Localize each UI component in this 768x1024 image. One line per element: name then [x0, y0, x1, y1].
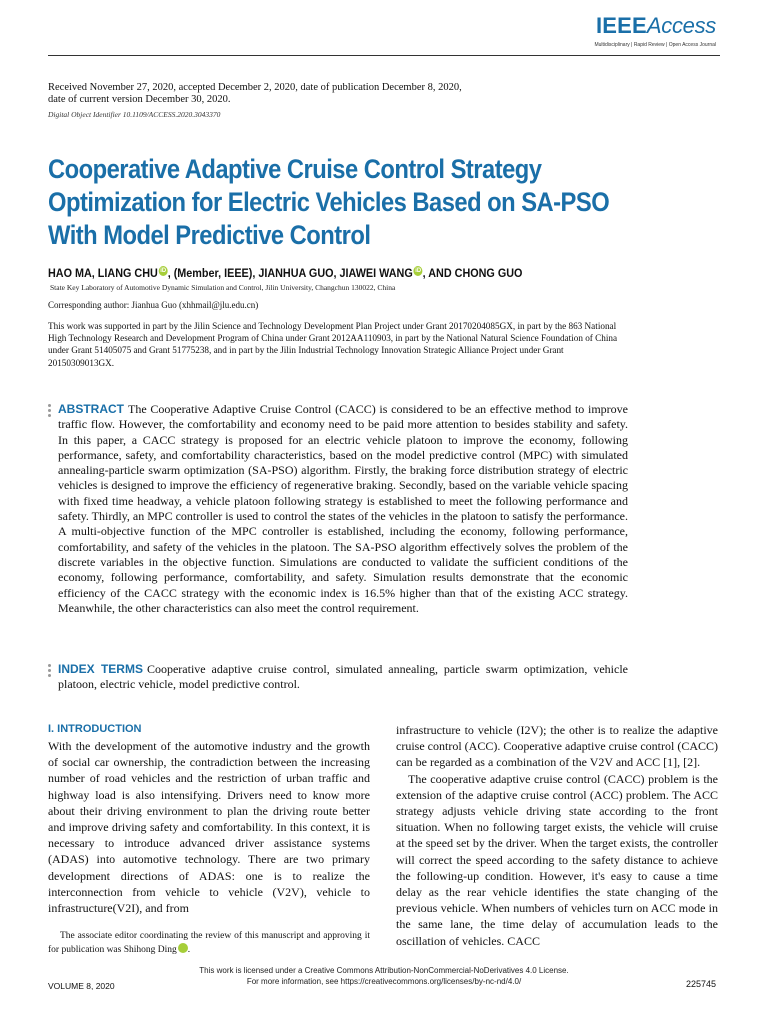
received-dates [48, 82, 568, 106]
volume-label: VOLUME 8, 2020 [48, 981, 115, 991]
author-list [48, 266, 522, 280]
abstract-text: The Cooperative Adaptive Cruise Control (CACC) is considered to be an effective method to improve traffic flow. However, the comfortability and economy need to be paid more attention to besides stability and safety. In this paper, a CACC strategy is proposed for an electric vehicle platoon to improve the economy, following performance, safety, and comfortability characteristics, based on the model predictive control (MPC) with simulated annealing-particle swarm optimization (SA-PSO) algorithm. Firstly, the braking force distribution strategy of electric vehicles is designed to improve the efficiency of regenerative braking. Secondly, based on the variable vehicle spacing with fixed time headway, a vehicle platoon following strategy is established to meet the following performance and safety. Thirdly, an MPC controller is used to control the states of the vehicles in the platoon to satisfy the performance. A multi-objective function of the MPC controller is established, including the economy, following performance, comfortability, and safety of the vehicles in the platoon. The SA-PSO algorithm effectively solves the problem of the discrete variables in the objective function. Simulations are conducted to validate the sufficient conditions of the economy, following performance, comfortability, and safety. Simulation results demonstrate that the economic efficiency of the CACC strategy with the economic index is 16.5% higher than that of the existing ACC strategy. Meanwhile, the other characteristics can also meet the control requirement. [58, 402, 628, 615]
page-number: 225745 [685, 979, 716, 989]
abstract [58, 402, 628, 616]
brand-bold: IEEE [595, 13, 647, 38]
index-terms-label: INDEX TERMS [58, 662, 143, 676]
column-left [48, 722, 370, 916]
journal-brand [594, 14, 716, 38]
corresponding-author: Corresponding author: Jianhua Guo (xhhmail@jlu.edu.cn) [48, 300, 259, 310]
dots-marker-icon [48, 404, 51, 419]
intro-paragraph-2: The cooperative adaptive cruise control (CACC) problem is the extension of the adaptive cruise control (ACC) problem. The ACC strategy adjusts vehicle driving state according to the front situation. When no following target exists, the vehicle will cruise at the speed set by the driver. When the target exists, the controller will correct the speed according to the safety distance to achieve the following-up condition. However, it's easy to cause a time delay as the rear vehicle identifies the state changing of the previous vehicle. When numbers of vehicles turn on ACC mode in the same lane, the time delay of accumulation leads to the oscillation of vehicles. CACC [396, 771, 718, 948]
header-rule [48, 55, 720, 56]
section-heading: I. INTRODUCTION [48, 723, 142, 735]
column-right [396, 722, 718, 949]
authors-part-1: HAO MA, LIANG CHU [48, 266, 158, 280]
index-terms [58, 662, 628, 693]
license-line-1: This work is licensed under a Creative Commons Attribution-NonCommercial-NoDerivatives 4.0 License. [199, 966, 569, 975]
funding-statement: This work was supported in part by the Jilin Science and Technology Development Plan Project under Grant 20170204085GX, in part by the 863 National High Technology Research and Development Program of China under Grant 2012AA110903, in part by the National Natural Science Foundation of China under Grant 51405075 and Grant 51775238, and in part by the Jilin Industrial Technology Innovation Strategic Alliance Project under Grant 20150309013GX. [48, 321, 618, 368]
received-line-1: Received November 27, 2020, accepted December 2, 2020, date of publication December 8, 2020, [48, 82, 462, 93]
index-terms-text: Cooperative adaptive cruise control, simulated annealing, particle swarm optimization, vehicle platoon, electric vehicle, model predictive control. [58, 662, 629, 692]
received-line-2: date of current version December 30, 2020. [48, 94, 231, 105]
license-link[interactable]: For more information, see https://creativecommons.org/licenses/by-nc-nd/4.0/ [246, 977, 522, 986]
abstract-label: ABSTRACT [58, 402, 124, 416]
orcid-icon[interactable]: iD [178, 943, 188, 953]
authors-part-3: , AND CHONG GUO [422, 266, 523, 280]
journal-tagline: Multidisciplinary | Rapid Review | Open Access Journal [594, 42, 716, 48]
doi[interactable]: Digital Object Identifier 10.1109/ACCESS.2020.3043370 [48, 110, 221, 119]
dots-marker-icon [48, 664, 51, 679]
license-notice [0, 965, 768, 987]
orcid-icon[interactable]: iD [160, 267, 167, 274]
authors-part-2: , (Member, IEEE), JIANHUA GUO, JIAWEI WANG [167, 266, 413, 280]
editor-note: The associate editor coordinating the review of this manuscript and approving it for publication was Shihong Ding iD. [48, 931, 370, 955]
intro-paragraph-1-continued: infrastructure to vehicle (I2V); the other is to realize the adaptive cruise control (ACC). Cooperative adaptive cruise control (CACC) can be regarded as a combination of the V2V and ACC [1], [2]. [396, 723, 718, 770]
orcid-icon[interactable]: iD [415, 267, 422, 274]
editor-note-text: The associate editor coordinating the review of this manuscript and approving it for publication was Shihong Ding [48, 931, 370, 955]
journal-logo [594, 14, 716, 48]
affiliation: State Key Laboratory of Automotive Dynamic Simulation and Control, Jilin University, Changchun 130022, China [50, 283, 396, 292]
paper-title: Cooperative Adaptive Cruise Control Strategy Optimization for Electric Vehicles Based on SA-PSO With Model Predictive Control [48, 154, 610, 250]
brand-italic: Access [646, 13, 716, 38]
intro-paragraph-1: With the development of the automotive industry and the growth of social car ownership, the contradiction between the increasing number of road vehicles and the restriction of urban traffic and highway load is also intensifying. Drivers need to know more about their driving environment to plan the driving route better and improve driving safety and comfortability. In this context, it is necessary to introduce advanced driver assistance systems (ADAS) into automotive technology. There are two primary development directions of ADAS: one is to realize the interconnection from vehicle to vehicle (V2V), vehicle to infrastructure(V2I), and from [48, 739, 370, 916]
